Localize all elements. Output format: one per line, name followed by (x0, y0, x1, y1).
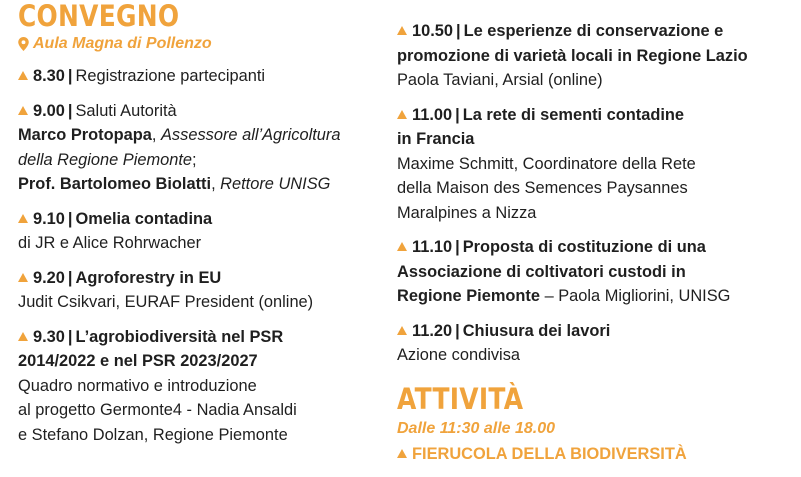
triangle-bullet-icon (397, 242, 407, 251)
attivita-title: ATTIVITÀ (397, 381, 524, 416)
triangle-bullet-icon (18, 273, 28, 282)
activity-label: FIERUCOLA DELLA BIODIVERSITÀ (412, 444, 687, 463)
speaker-role: Rettore UNISG (220, 175, 331, 193)
venue-label: Aula Magna di Pollenzo (33, 35, 212, 52)
item-description: e Stefano Dolzan, Regione Piemonte (18, 425, 288, 444)
triangle-bullet-icon (397, 449, 407, 458)
time-label: 10.50 (412, 22, 454, 40)
separator: | (455, 238, 460, 256)
separator: | (455, 105, 460, 124)
program-item-1050 (397, 19, 797, 93)
triangle-bullet-icon (397, 110, 407, 119)
triangle-bullet-icon (18, 214, 28, 223)
speaker-name: Prof. Bartolomeo Biolatti (18, 175, 212, 193)
item-title: Agroforestry in EU (75, 268, 222, 287)
item-title: L’agrobiodiversità nel PSR (75, 327, 284, 346)
program-item-1120 (397, 319, 797, 368)
item-title-continued: Associazione di coltivatori custodi in (397, 262, 686, 281)
item-description: Quadro normativo e introduzione (18, 376, 257, 395)
item-description: Maxime Schmitt, Coordinatore della Rete (397, 154, 696, 173)
item-title: La rete di sementi contadine (462, 105, 685, 124)
separator: | (455, 321, 460, 340)
triangle-bullet-icon (18, 106, 28, 115)
activity-item (397, 442, 797, 466)
speaker-role: Assessore all’Agricoltura (161, 126, 341, 144)
item-title-continued: Regione Piemonte (397, 287, 540, 305)
item-description: Paola Taviani, Arsial (online) (397, 71, 603, 89)
activity-time: Dalle 11:30 alle 18.00 (397, 419, 556, 437)
left-column (18, 0, 386, 447)
program-item-920 (18, 266, 386, 315)
item-title: Le esperienze di conservazione e (463, 22, 724, 40)
time-label: 9.10 (33, 209, 65, 228)
item-description: Maralpines a Nizza (397, 203, 537, 222)
item-speaker: – Paola Migliorini, UNISG (544, 287, 731, 305)
program-item-1110 (397, 235, 797, 309)
triangle-bullet-icon (397, 26, 407, 35)
separator: | (67, 101, 73, 120)
separator: | (67, 268, 73, 287)
program-item-900: 9.00 | Saluti Autorità Marco Protopapa, Assessore all’Agricoltura della Regione Piemonte; Prof. Bartolomeo Biolatti, Rettore UNISG (18, 101, 341, 193)
item-title-continued: in Francia (397, 130, 475, 148)
item-subtitle: di JR e Alice Rohrwacher (18, 234, 202, 252)
triangle-bullet-icon (18, 332, 28, 341)
item-title-continued: promozione di varietà locali in Regione Lazio (397, 46, 748, 65)
triangle-bullet-icon (397, 326, 407, 335)
time-label: 9.30 (33, 327, 65, 346)
time-label: 11.20 (412, 321, 453, 340)
item-text: Registrazione partecipanti (75, 67, 266, 85)
program-item-910 (18, 207, 386, 256)
time-label: 8.30 (33, 67, 65, 85)
triangle-bullet-icon (18, 71, 28, 80)
item-description: della Maison des Semences Paysannes (397, 179, 688, 197)
separator: | (67, 327, 73, 346)
item-text: Saluti Autorità (75, 101, 177, 120)
item-title-continued: 2014/2022 e nel PSR 2023/2027 (18, 352, 258, 370)
time-label: 9.20 (33, 268, 65, 287)
time-label: 11.10 (412, 238, 453, 256)
item-subtitle: Judit Csikvari, EURAF President (online) (18, 293, 314, 311)
program-item-830 (18, 64, 386, 89)
venue-line (18, 34, 386, 54)
item-title: Proposta di costituzione di una (462, 238, 706, 256)
time-label: 9.00 (33, 101, 65, 120)
speaker-name: Marco Protopapa (18, 126, 152, 144)
location-pin-icon (18, 37, 29, 51)
separator: | (67, 209, 73, 228)
right-column (397, 0, 797, 466)
item-title: Omelia contadina (75, 209, 213, 228)
speaker-role-continued: della Regione Piemonte (18, 150, 193, 169)
program-item-930 (18, 325, 386, 448)
time-label: 11.00 (412, 105, 453, 124)
item-title: Chiusura dei lavori (462, 321, 611, 340)
program-item-1100 (397, 103, 797, 226)
item-subtitle: Azione condivisa (397, 346, 521, 364)
convegno-title: CONVEGNO (18, 0, 180, 33)
separator: | (67, 67, 73, 85)
separator: | (456, 22, 461, 40)
item-description: al progetto Germonte4 - Nadia Ansaldi (18, 401, 297, 419)
